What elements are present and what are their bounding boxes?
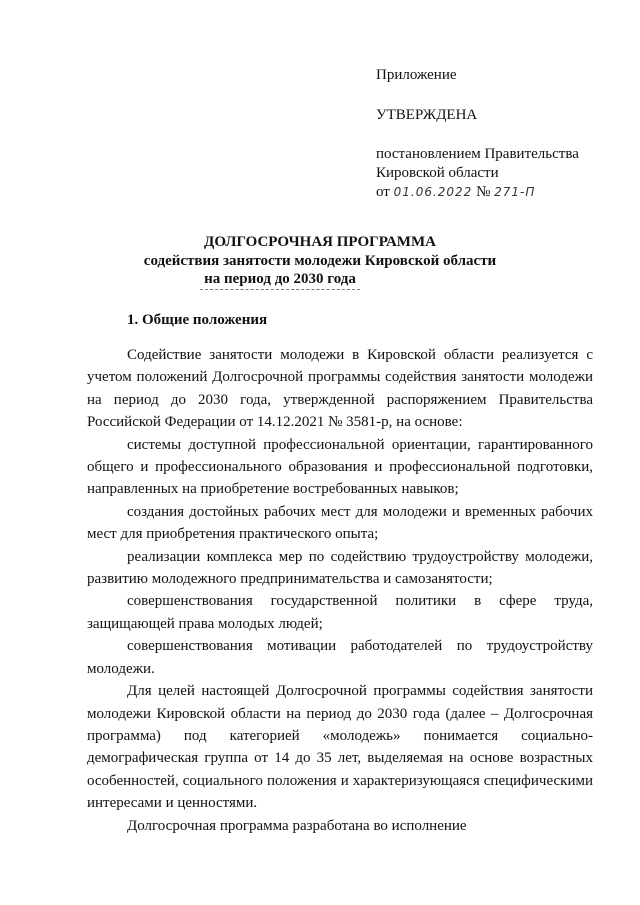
handwritten-number: 271-П [494, 185, 536, 199]
title-line-3: на период до 2030 года [200, 270, 360, 290]
appendix-label: Приложение [376, 67, 457, 83]
title-line-1: ДОЛГОСРОЧНАЯ ПРОГРАММА [204, 234, 436, 250]
section-heading: 1. Общие положения [127, 312, 268, 328]
paragraph: создания достойных рабочих мест для молодежи и временных рабочих мест для приобретения практического опыта; [87, 503, 593, 543]
decree-line-2: Кировской области [376, 165, 499, 181]
handwritten-date: 01.06.2022 [393, 185, 473, 199]
paragraph: совершенствования государственной политики в сфере труда, защищающей права молодых людей; [87, 593, 593, 632]
paragraph: реализации комплекса мер по содействию трудоустройству молодежи, развитию молодежного предпринимательства и самозанятости; [87, 548, 593, 588]
from-label: от [376, 184, 390, 200]
paragraph: Долгосрочная программа разработана во исполнение [127, 817, 467, 834]
document-body [87, 344, 593, 837]
approval-block [376, 66, 616, 202]
paragraph: системы доступной профессиональной ориентации, гарантированного общего и профессионального образования и профессиональной подготовки, направленных на приобретение востребованных навыков; [87, 436, 593, 498]
paragraph: совершенствования мотивации работодателей по трудоустройству молодежи. [87, 638, 593, 677]
number-label: № [476, 184, 491, 200]
approved-label: УТВЕРЖДЕНА [376, 107, 478, 123]
paragraph: Содействие занятости молодежи в Кировской области реализуется с учетом положений Долгосрочной программы содействия занятости молодежи на период до 2030 года, утвержденной распоряжением Правительства Российской Федерации от 14.12.2021 № 3581-р, на основе: [87, 347, 593, 431]
decree-line-1: постановлением Правительства [376, 146, 579, 162]
decree-date-number [376, 183, 616, 202]
title-line-2: содействия занятости молодежи Кировской области [143, 252, 497, 269]
document-title [0, 233, 640, 290]
paragraph: Для целей настоящей Долгосрочной программы содействия занятости молодежи Кировской области на период до 2030 года (далее – Долгосрочная программа) под категорией «молодежь» понимается социально-демографическая группа от 14 до 35 лет, выделяемая на основе возрастных особенностей, социального положения и характеризующаяся специфическими интересами и ценностями. [87, 683, 593, 812]
